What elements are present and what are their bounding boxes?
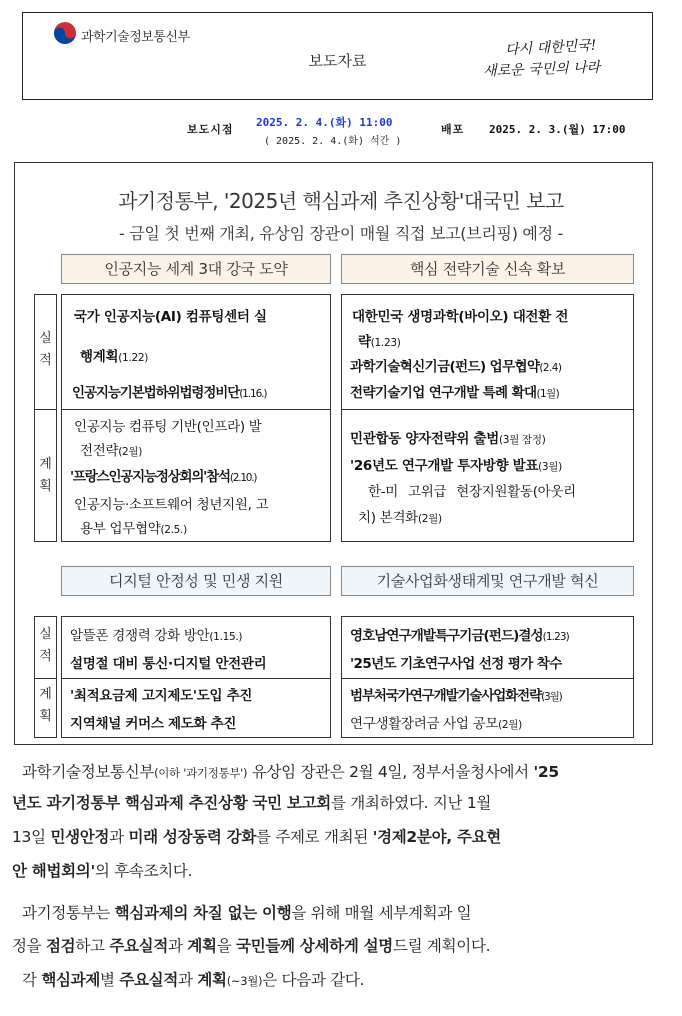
row-divider-strategic-tech — [341, 409, 634, 410]
list-item: 인공지능기본법하위법령정비단(1.16.) — [72, 385, 267, 401]
category-header-ai: 인공지능 세계 3대 강국 도약 — [61, 254, 331, 284]
list-item: 설명절 대비 통신·디지털 안전관리 — [70, 656, 267, 672]
taegeuk-emblem-icon — [53, 21, 77, 45]
side-divider-bottom — [34, 678, 57, 679]
body-paragraph-1-line-3: 13일 민생안정과 미래 성장동력 강화를 주제로 개최된 '경제2분야, 주요현 — [12, 828, 501, 846]
slogan — [483, 36, 633, 78]
category-header-digital-safety: 디지털 안정성 및 민생 지원 — [61, 566, 331, 596]
list-item: 민관합동 양자전략위 출범(3월 잠정) — [350, 431, 546, 447]
list-item: 전략기술기업 연구개발 특례 확대(1월) — [350, 385, 560, 401]
list-item: 알뜰폰 경쟁력 강화 방안(1.15.) — [70, 628, 243, 644]
list-item: 용부 업무협약(2.5.) — [80, 521, 187, 537]
side-label-plan-2: 획 — [39, 709, 52, 724]
ministry-name: 과학기술정보통신부 — [81, 30, 190, 45]
body-paragraph-1-line-2: 년도 과기정통부 핵심과제 추진상황 국민 보고회를 개최하였다. 지난 1월 — [12, 794, 492, 812]
header-box — [22, 12, 653, 100]
distribution-date: 2025. 2. 3.(월) 17:00 — [489, 123, 626, 136]
list-item: 영호남연구개발특구기금(펀드)결성(1.23) — [350, 628, 569, 644]
slogan-line-1: 다시 대한민국! — [504, 37, 597, 59]
list-item: 국가 인공지능(AI) 컴퓨팅센터 실 — [74, 309, 267, 325]
distribution-label: 배포 — [441, 123, 465, 136]
list-item: 치) 본격화(2월) — [358, 510, 442, 526]
side-label-plan-1: 계 — [39, 457, 52, 472]
main-title: 과기정통부, '2025년 핵심과제 추진상황'대국민 보고 — [118, 189, 564, 213]
body-paragraph-1-line-4: 안 해법회의'의 후속조치다. — [12, 862, 193, 880]
main-subtitle: - 금일 첫 번째 개최, 유상임 장관이 매월 직접 보고(브리핑) 예정 - — [118, 224, 563, 243]
embargo-label: 보도시점 — [187, 123, 234, 136]
side-label-achievement-2: 적 — [39, 353, 52, 368]
body-paragraph-3-line-1: 각 핵심과제별 주요실적과 계획(~3월)은 다음과 같다. — [22, 971, 365, 989]
side-label-achievement-1: 실 — [39, 627, 52, 642]
side-label-plan-2: 획 — [39, 479, 52, 494]
category-header-strategic-tech: 핵심 전략기술 신속 확보 — [341, 254, 634, 284]
list-item: '25년도 기초연구사업 선정 평가 착수 — [350, 656, 562, 672]
row-divider-digital-safety — [61, 678, 331, 679]
list-item: 과학기술혁신기금(펀드) 업무협약(2.4) — [350, 359, 562, 375]
embargo-date: 2025. 2. 4.(화) 11:00 — [256, 116, 393, 129]
list-item: 인공지능 컴퓨팅 기반(인프라) 발 — [74, 419, 262, 435]
list-item: 지역채널 커머스 제도화 추진 — [70, 716, 237, 732]
category-header-tech-commercialization: 기술사업화생태계및 연구개발 혁신 — [341, 566, 634, 596]
slogan-line-2: 새로운 국민의 나라 — [482, 59, 601, 80]
side-label-achievement-2: 적 — [39, 649, 52, 664]
body-paragraph-1-line-1: 과학기술정보통신부(이하 '과기정통부') 유상임 장관은 2월 4일, 정부서울청사에서 '25 — [22, 763, 559, 781]
list-item: '26년도 연구개발 투자방향 발표(3월) — [350, 458, 562, 474]
list-item: 인공지능·소프트웨어 청년지원, 고 — [74, 497, 269, 513]
list-item: 연구생활장려금 사업 공모(2월) — [350, 716, 522, 732]
row-divider-tech-commercialization — [341, 678, 634, 679]
side-label-achievement-1: 실 — [39, 331, 52, 346]
list-item: 전전략(2월) — [80, 443, 143, 459]
embargo-note: ( 2025. 2. 4.(화) 석간 ) — [264, 136, 402, 147]
list-item: 한-미 고위급 현장지원활동(아웃리 — [368, 484, 576, 500]
doc-type-title: 보도자료 — [308, 52, 367, 70]
list-item: 행계획(1.22) — [80, 349, 149, 365]
side-divider-top — [34, 409, 57, 410]
list-item: '최적요금제 고지제도'도입 추진 — [70, 688, 253, 704]
list-item: 대한민국 생명과학(바이오) 대전환 전 — [352, 309, 569, 325]
row-divider-ai — [61, 409, 331, 410]
list-item: 략(1.23) — [358, 334, 401, 350]
side-label-plan-1: 계 — [39, 687, 52, 702]
body-paragraph-2-line-2: 정을 점검하고 주요실적과 계획을 국민들께 상세하게 설명드릴 계획이다. — [12, 937, 491, 955]
list-item: '프랑스인공지능정상회의'참석(2.10.) — [70, 469, 257, 485]
body-paragraph-2-line-1: 과기정통부는 핵심과제의 차질 없는 이행을 위해 매월 세부계획과 일 — [22, 904, 472, 922]
list-item: 범부처국가연구개발기술사업화전략(3월) — [350, 688, 562, 704]
